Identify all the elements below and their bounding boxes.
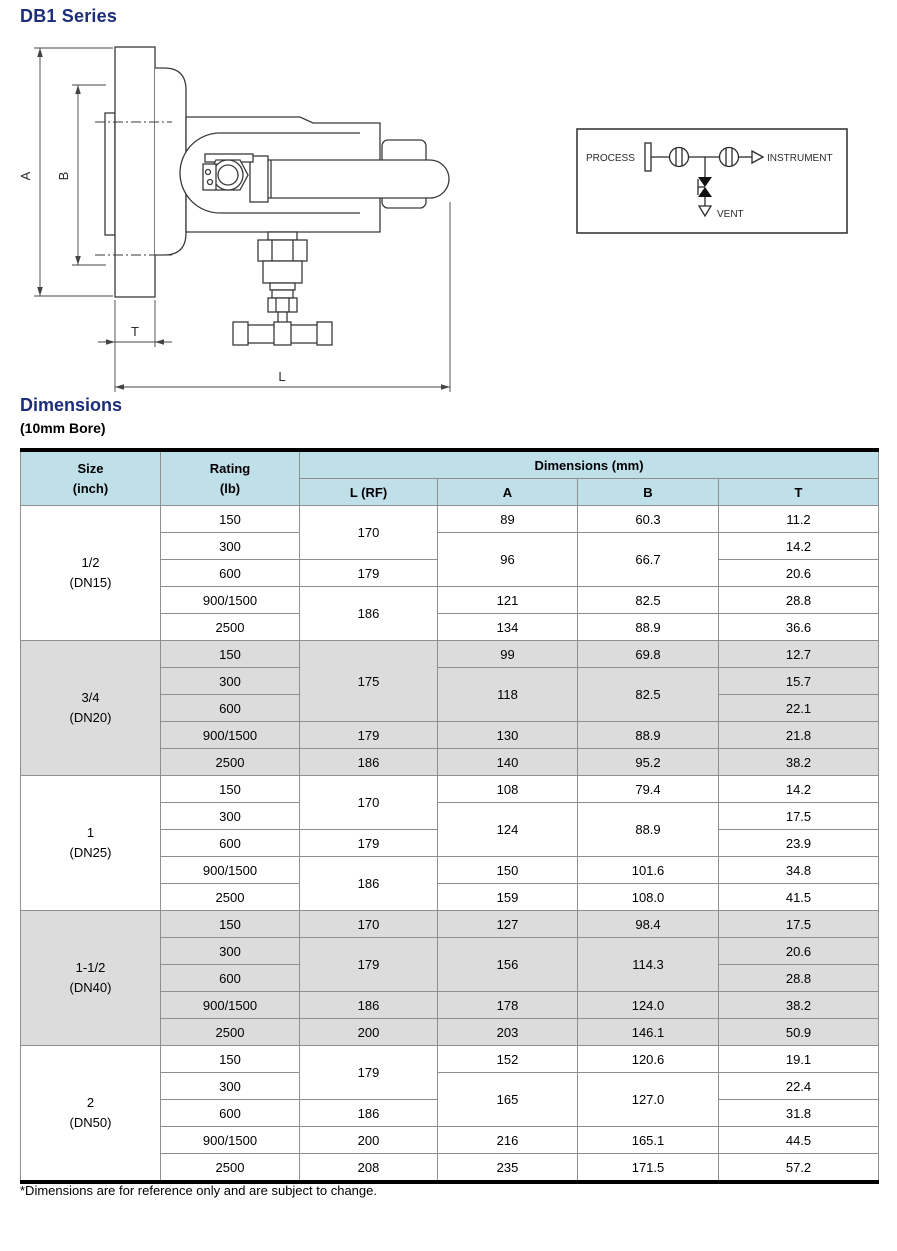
dim-cell-l: 179	[300, 830, 438, 857]
rating-cell: 300	[161, 533, 300, 560]
dim-cell-a: 134	[438, 614, 578, 641]
header-col-t: T	[719, 479, 879, 506]
dimensions-table-body	[21, 506, 879, 1183]
dim-cell-b: 171.5	[578, 1154, 719, 1183]
bore-subheading: (10mm Bore)	[20, 420, 106, 436]
dim-cell-t: 36.6	[719, 614, 879, 641]
dim-cell-l: 200	[300, 1019, 438, 1046]
dim-cell-t: 38.2	[719, 749, 879, 776]
header-col-a: A	[438, 479, 578, 506]
rating-cell: 2500	[161, 614, 300, 641]
dim-cell-l: 179	[300, 560, 438, 587]
dim-cell-b: 165.1	[578, 1127, 719, 1154]
dim-cell-b: 98.4	[578, 911, 719, 938]
dim-cell-l: 175	[300, 641, 438, 722]
rating-cell: 150	[161, 776, 300, 803]
dim-cell-l: 179	[300, 938, 438, 992]
dim-cell-b: 88.9	[578, 722, 719, 749]
dim-cell-b: 82.5	[578, 668, 719, 722]
instrument-label: INSTRUMENT	[767, 153, 833, 164]
rating-cell: 900/1500	[161, 587, 300, 614]
header-col-b: B	[578, 479, 719, 506]
size-value-line1: 1	[86, 825, 95, 840]
rating-cell: 300	[161, 668, 300, 695]
dim-cell-b: 69.8	[578, 641, 719, 668]
dim-cell-l: 179	[300, 1046, 438, 1100]
rating-cell: 300	[161, 938, 300, 965]
footnote: *Dimensions are for reference only and are subject to change.	[20, 1183, 377, 1198]
dim-cell-a: 89	[438, 506, 578, 533]
dim-cell-b: 146.1	[578, 1019, 719, 1046]
dim-cell-t: 12.7	[719, 641, 879, 668]
size-value-line1: 1/2	[81, 555, 100, 570]
dim-cell-l: 186	[300, 992, 438, 1019]
valve-technical-drawing	[10, 42, 480, 402]
dim-cell-a: 108	[438, 776, 578, 803]
dim-cell-t: 28.8	[719, 965, 879, 992]
dim-cell-t: 14.2	[719, 533, 879, 560]
dim-cell-l: 179	[300, 722, 438, 749]
dim-cell-l: 186	[300, 857, 438, 911]
flow-schematic-svg	[576, 128, 848, 234]
dim-cell-t: 50.9	[719, 1019, 879, 1046]
header-rating-line1: Rating	[209, 460, 251, 476]
size-cell	[21, 506, 161, 641]
dim-cell-b: 82.5	[578, 587, 719, 614]
dim-cell-t: 20.6	[719, 560, 879, 587]
dim-cell-l: 208	[300, 1154, 438, 1183]
dim-cell-t: 38.2	[719, 992, 879, 1019]
size-cell	[21, 911, 161, 1046]
dim-label-t: T	[131, 324, 139, 339]
rating-cell: 600	[161, 1100, 300, 1127]
size-value-line1: 2	[86, 1095, 95, 1110]
header-rating	[161, 450, 300, 506]
dim-cell-t: 19.1	[719, 1046, 879, 1073]
rating-cell: 900/1500	[161, 722, 300, 749]
dim-cell-a: 159	[438, 884, 578, 911]
size-value-line1: 3/4	[81, 690, 100, 705]
dim-cell-a: 165	[438, 1073, 578, 1127]
dim-cell-l: 200	[300, 1127, 438, 1154]
dim-label-l: L	[278, 369, 286, 384]
rating-cell: 900/1500	[161, 992, 300, 1019]
table-row	[21, 911, 879, 938]
dim-cell-a: 216	[438, 1127, 578, 1154]
dim-cell-a: 124	[438, 803, 578, 857]
valve-drawing-svg	[10, 42, 480, 402]
dim-cell-a: 118	[438, 668, 578, 722]
size-value-line2: (DN25)	[69, 845, 112, 860]
dim-cell-a: 235	[438, 1154, 578, 1183]
dim-cell-a: 178	[438, 992, 578, 1019]
dim-cell-a: 156	[438, 938, 578, 992]
dim-cell-b: 88.9	[578, 803, 719, 857]
vent-label: VENT	[717, 209, 744, 220]
dim-cell-a: 150	[438, 857, 578, 884]
dim-cell-t: 57.2	[719, 1154, 879, 1183]
dim-cell-a: 130	[438, 722, 578, 749]
size-cell	[21, 776, 161, 911]
dim-cell-l: 170	[300, 911, 438, 938]
rating-cell: 150	[161, 506, 300, 533]
size-value-line2: (DN50)	[69, 1115, 112, 1130]
dim-label-a: A	[18, 171, 33, 181]
dim-cell-b: 88.9	[578, 614, 719, 641]
rating-cell: 150	[161, 911, 300, 938]
dim-cell-b: 95.2	[578, 749, 719, 776]
rating-cell: 900/1500	[161, 857, 300, 884]
rating-cell: 2500	[161, 1154, 300, 1183]
size-value-line2: (DN40)	[69, 980, 112, 995]
dim-cell-b: 101.6	[578, 857, 719, 884]
dim-cell-l: 170	[300, 506, 438, 560]
header-col-l-rf: L (RF)	[300, 479, 438, 506]
dim-cell-t: 23.9	[719, 830, 879, 857]
rating-cell: 300	[161, 1073, 300, 1100]
dim-cell-a: 203	[438, 1019, 578, 1046]
dim-cell-a: 121	[438, 587, 578, 614]
dim-cell-t: 17.5	[719, 911, 879, 938]
dim-cell-b: 120.6	[578, 1046, 719, 1073]
section-heading: Dimensions	[20, 395, 123, 415]
header-dimensions-mm: Dimensions (mm)	[300, 450, 879, 479]
dim-cell-b: 79.4	[578, 776, 719, 803]
dim-cell-a: 127	[438, 911, 578, 938]
size-value-line2: (DN20)	[69, 710, 112, 725]
dim-cell-b: 66.7	[578, 533, 719, 587]
dim-cell-t: 31.8	[719, 1100, 879, 1127]
dim-cell-t: 22.4	[719, 1073, 879, 1100]
dim-cell-a: 96	[438, 533, 578, 587]
size-cell	[21, 1046, 161, 1183]
header-size-line2: (inch)	[72, 480, 109, 496]
table-header	[21, 450, 879, 506]
dim-cell-t: 20.6	[719, 938, 879, 965]
size-cell	[21, 641, 161, 776]
rating-cell: 600	[161, 965, 300, 992]
dim-cell-l: 186	[300, 587, 438, 641]
dim-cell-l: 170	[300, 776, 438, 830]
rating-cell: 900/1500	[161, 1127, 300, 1154]
rating-cell: 2500	[161, 1019, 300, 1046]
dim-cell-t: 21.8	[719, 722, 879, 749]
dim-cell-b: 60.3	[578, 506, 719, 533]
process-label: PROCESS	[586, 153, 635, 164]
dim-cell-l: 186	[300, 1100, 438, 1127]
dim-cell-t: 44.5	[719, 1127, 879, 1154]
dim-cell-b: 114.3	[578, 938, 719, 992]
rating-cell: 2500	[161, 749, 300, 776]
rating-cell: 600	[161, 560, 300, 587]
size-value-line2: (DN15)	[69, 575, 112, 590]
dim-cell-t: 15.7	[719, 668, 879, 695]
dim-cell-t: 28.8	[719, 587, 879, 614]
flow-schematic	[576, 128, 848, 234]
table-row	[21, 1046, 879, 1073]
dim-cell-a: 152	[438, 1046, 578, 1073]
rating-cell: 150	[161, 641, 300, 668]
header-rating-line2: (lb)	[219, 480, 241, 496]
table-row	[21, 641, 879, 668]
dim-cell-a: 99	[438, 641, 578, 668]
rating-cell: 600	[161, 695, 300, 722]
dim-cell-b: 127.0	[578, 1073, 719, 1127]
table-row	[21, 506, 879, 533]
dim-cell-l: 186	[300, 749, 438, 776]
size-value-line1: 1-1/2	[75, 960, 106, 975]
dim-cell-t: 34.8	[719, 857, 879, 884]
header-size	[21, 450, 161, 506]
dim-cell-t: 22.1	[719, 695, 879, 722]
dim-cell-t: 14.2	[719, 776, 879, 803]
page-title: DB1 Series	[20, 6, 118, 26]
dim-cell-b: 108.0	[578, 884, 719, 911]
dim-label-b: B	[56, 171, 71, 181]
dim-cell-a: 140	[438, 749, 578, 776]
dim-cell-t: 41.5	[719, 884, 879, 911]
dim-cell-t: 17.5	[719, 803, 879, 830]
rating-cell: 600	[161, 830, 300, 857]
rating-cell: 150	[161, 1046, 300, 1073]
rating-cell: 2500	[161, 884, 300, 911]
header-size-line1: Size	[77, 460, 104, 476]
rating-cell: 300	[161, 803, 300, 830]
dim-cell-t: 11.2	[719, 506, 879, 533]
dim-cell-b: 124.0	[578, 992, 719, 1019]
table-row	[21, 776, 879, 803]
dimensions-table	[20, 448, 879, 1184]
